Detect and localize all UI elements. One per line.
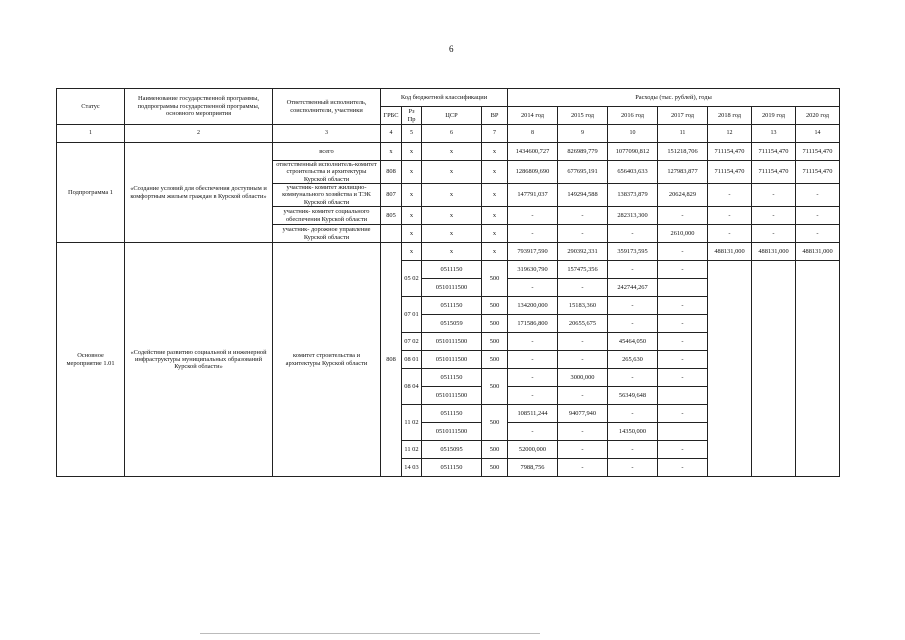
amount-cell: - xyxy=(558,387,608,405)
amount-cell: - xyxy=(608,315,658,333)
csr-cell: х xyxy=(422,225,482,243)
vr-cell: х xyxy=(482,243,508,261)
amount-cell: 488131,000 xyxy=(752,243,796,261)
csr-cell: х xyxy=(422,243,482,261)
amount-cell: - xyxy=(796,184,840,207)
csr-cell: 0510111500 xyxy=(422,387,482,405)
vr-cell: 500 xyxy=(482,297,508,315)
amount-cell: 94077,940 xyxy=(558,405,608,423)
amount-cell: - xyxy=(796,207,840,225)
header-year: 2019 год xyxy=(752,107,796,125)
main-event-name: «Содействие развитию социальной и инженерной инфраструктуры муниципальных образований Курской области» xyxy=(125,243,273,477)
amount-cell: - xyxy=(508,387,558,405)
header-csr: ЦСР xyxy=(422,107,482,125)
rzpr-cell: х xyxy=(402,207,422,225)
column-number: 6 xyxy=(422,125,482,143)
executor-cell: участник- комитет социального обеспечения Курской области xyxy=(273,207,381,225)
executor-cell: участник- комитет жилищно-коммунального хозяйства и ТЭК Курской области xyxy=(273,184,381,207)
rzpr-cell: х xyxy=(402,225,422,243)
amount-cell: 147791,037 xyxy=(508,184,558,207)
amount-cell: 127983,877 xyxy=(658,161,708,184)
amount-cell: - xyxy=(608,297,658,315)
amount-cell: 359173,595 xyxy=(608,243,658,261)
column-number: 5 xyxy=(402,125,422,143)
amount-cell: - xyxy=(658,243,708,261)
header-year: 2018 год xyxy=(708,107,752,125)
amount-cell: 108511,244 xyxy=(508,405,558,423)
column-number: 8 xyxy=(508,125,558,143)
amount-cell: - xyxy=(558,207,608,225)
rzpr-cell: 08 04 xyxy=(402,369,422,405)
rzpr-cell: х xyxy=(402,243,422,261)
subprogram-name: «Создание условий для обеспечения доступным и комфортным жильем граждан в Курской области» xyxy=(125,143,273,243)
amount-cell: - xyxy=(658,333,708,351)
amount-cell: 7988,756 xyxy=(508,459,558,477)
amount-cell: - xyxy=(608,261,658,279)
header-year: 2016 год xyxy=(608,107,658,125)
csr-cell: 0511150 xyxy=(422,369,482,387)
amount-cell: 151218,706 xyxy=(658,143,708,161)
amount-cell: 134200,000 xyxy=(508,297,558,315)
amount-cell: - xyxy=(608,459,658,477)
amount-cell: - xyxy=(796,225,840,243)
amount-cell: 290392,331 xyxy=(558,243,608,261)
amount-cell: - xyxy=(752,207,796,225)
amount-cell: - xyxy=(558,351,608,369)
main-event-grbs: 808 xyxy=(381,243,402,477)
rzpr-cell: 11 02 xyxy=(402,405,422,441)
header-expenses: Расходы (тыс. рублей), годы xyxy=(508,89,840,107)
amount-cell: - xyxy=(658,261,708,279)
amount-cell: - xyxy=(558,279,608,297)
vr-cell: х xyxy=(482,184,508,207)
amount-cell: 138373,879 xyxy=(608,184,658,207)
rzpr-cell: х xyxy=(402,161,422,184)
rzpr-cell: х xyxy=(402,143,422,161)
column-number: 12 xyxy=(708,125,752,143)
column-number: 1 xyxy=(57,125,125,143)
amount-cell: 3000,000 xyxy=(558,369,608,387)
amount-cell: - xyxy=(708,225,752,243)
amount-cell: - xyxy=(658,207,708,225)
executor-cell: участник- дорожное управление Курской области xyxy=(273,225,381,243)
rzpr-cell: 07 02 xyxy=(402,333,422,351)
amount-cell: 711154,470 xyxy=(752,161,796,184)
amount-cell: - xyxy=(608,369,658,387)
amount-cell: 711154,470 xyxy=(796,161,840,184)
amount-cell: 488131,000 xyxy=(708,243,752,261)
csr-cell: 0515059 xyxy=(422,315,482,333)
amount-cell: 711154,470 xyxy=(708,161,752,184)
amount-cell: - xyxy=(558,423,608,441)
vr-cell: 500 xyxy=(482,351,508,369)
amount-cell: 14350,000 xyxy=(608,423,658,441)
amount-cell: - xyxy=(658,297,708,315)
budget-table xyxy=(56,88,840,477)
amount-cell: 656403,633 xyxy=(608,161,658,184)
amount-cell: 157475,356 xyxy=(558,261,608,279)
amount-cell: - xyxy=(508,279,558,297)
amount-cell: - xyxy=(508,369,558,387)
csr-cell: 0510111500 xyxy=(422,333,482,351)
amount-cell: 319630,790 xyxy=(508,261,558,279)
page-number: 6 xyxy=(449,44,454,54)
amount-cell: - xyxy=(658,405,708,423)
amount-cell: - xyxy=(608,405,658,423)
vr-cell: 500 xyxy=(482,333,508,351)
amount-cell: - xyxy=(608,441,658,459)
main-event-total-row xyxy=(57,243,840,261)
amount-cell: 242744,267 xyxy=(608,279,658,297)
column-number: 9 xyxy=(558,125,608,143)
amount-cell: 1434600,727 xyxy=(508,143,558,161)
amount-cell: - xyxy=(608,225,658,243)
header-year: 2015 год xyxy=(558,107,608,125)
amount-cell: 20624,829 xyxy=(658,184,708,207)
amount-cell: - xyxy=(658,315,708,333)
amount-cell: - xyxy=(658,459,708,477)
column-number: 3 xyxy=(273,125,381,143)
column-number: 4 xyxy=(381,125,402,143)
vr-cell: х xyxy=(482,161,508,184)
amount-cell: 45464,050 xyxy=(608,333,658,351)
amount-cell: - xyxy=(658,369,708,387)
csr-cell: 0510111500 xyxy=(422,351,482,369)
executor-cell: всего xyxy=(273,143,381,161)
vr-cell: 500 xyxy=(482,261,508,297)
amount-cell: 793917,590 xyxy=(508,243,558,261)
csr-cell: 0515095 xyxy=(422,441,482,459)
csr-cell: х xyxy=(422,207,482,225)
column-number: 7 xyxy=(482,125,508,143)
amount-cell: - xyxy=(508,333,558,351)
empty-year-cell xyxy=(708,261,752,477)
subprogram-row xyxy=(57,143,840,161)
amount-cell: 265,630 xyxy=(608,351,658,369)
amount-cell xyxy=(658,387,708,405)
csr-cell: х xyxy=(422,184,482,207)
column-number: 2 xyxy=(125,125,273,143)
vr-cell: 500 xyxy=(482,405,508,441)
amount-cell: 20655,675 xyxy=(558,315,608,333)
vr-cell: х xyxy=(482,225,508,243)
amount-cell: - xyxy=(752,225,796,243)
header-rzpr: Рз Пр xyxy=(402,107,422,125)
amount-cell: 15183,360 xyxy=(558,297,608,315)
amount-cell: - xyxy=(558,459,608,477)
rzpr-cell: 11 02 xyxy=(402,441,422,459)
amount-cell: 171586,800 xyxy=(508,315,558,333)
vr-cell: х xyxy=(482,207,508,225)
header-row xyxy=(57,89,840,107)
main-event-executor: комитет строительства и архитектуры Курской области xyxy=(273,243,381,477)
amount-cell: - xyxy=(708,184,752,207)
scan-artifact-line xyxy=(200,633,540,634)
amount-cell xyxy=(658,279,708,297)
grbs-cell xyxy=(381,225,402,243)
amount-cell xyxy=(658,423,708,441)
amount-cell: 56349,648 xyxy=(608,387,658,405)
amount-cell: 2610,000 xyxy=(658,225,708,243)
amount-cell: 677695,191 xyxy=(558,161,608,184)
amount-cell: - xyxy=(558,333,608,351)
amount-cell: - xyxy=(752,184,796,207)
csr-cell: 0511150 xyxy=(422,405,482,423)
csr-cell: 0510111500 xyxy=(422,423,482,441)
grbs-cell: 807 xyxy=(381,184,402,207)
vr-cell: 500 xyxy=(482,315,508,333)
header-status: Статус xyxy=(57,89,125,125)
vr-cell: 500 xyxy=(482,441,508,459)
column-number: 11 xyxy=(658,125,708,143)
csr-cell: 0511150 xyxy=(422,459,482,477)
empty-year-cell xyxy=(752,261,796,477)
header-year: 2020 год xyxy=(796,107,840,125)
vr-cell: 500 xyxy=(482,369,508,405)
grbs-cell: х xyxy=(381,143,402,161)
header-executor: Ответственный исполнитель, соисполнители, участники xyxy=(273,89,381,125)
rzpr-cell: 08 01 xyxy=(402,351,422,369)
amount-cell: - xyxy=(508,207,558,225)
csr-cell: 0510111500 xyxy=(422,279,482,297)
executor-cell: ответственный исполнитель-комитет строительства и архитектуры Курской области xyxy=(273,161,381,184)
rzpr-cell: х xyxy=(402,184,422,207)
grbs-cell: 808 xyxy=(381,161,402,184)
rzpr-cell: 14 03 xyxy=(402,459,422,477)
amount-cell: - xyxy=(508,351,558,369)
column-number: 14 xyxy=(796,125,840,143)
vr-cell: 500 xyxy=(482,459,508,477)
amount-cell: 826989,779 xyxy=(558,143,608,161)
column-number-row xyxy=(57,125,840,143)
csr-cell: х xyxy=(422,143,482,161)
amount-cell: - xyxy=(508,225,558,243)
column-number: 10 xyxy=(608,125,658,143)
rzpr-cell: 07 01 xyxy=(402,297,422,333)
header-budget-code: Код бюджетной классификации xyxy=(381,89,508,107)
header-year: 2017 год xyxy=(658,107,708,125)
header-year: 2014 год xyxy=(508,107,558,125)
column-number: 13 xyxy=(752,125,796,143)
amount-cell: 1286809,690 xyxy=(508,161,558,184)
amount-cell: 149294,588 xyxy=(558,184,608,207)
csr-cell: 0511150 xyxy=(422,297,482,315)
csr-cell: 0511150 xyxy=(422,261,482,279)
amount-cell: - xyxy=(558,225,608,243)
empty-year-cell xyxy=(796,261,840,477)
amount-cell: - xyxy=(708,207,752,225)
grbs-cell: 805 xyxy=(381,207,402,225)
amount-cell: - xyxy=(508,423,558,441)
amount-cell: 282313,300 xyxy=(608,207,658,225)
amount-cell: 711154,470 xyxy=(708,143,752,161)
subprogram-status: Подпрограмма 1 xyxy=(57,143,125,243)
amount-cell: - xyxy=(558,441,608,459)
amount-cell: 711154,470 xyxy=(752,143,796,161)
vr-cell: х xyxy=(482,143,508,161)
amount-cell: 52000,000 xyxy=(508,441,558,459)
amount-cell: 488131,000 xyxy=(796,243,840,261)
amount-cell: - xyxy=(658,441,708,459)
csr-cell: х xyxy=(422,161,482,184)
header-vr: ВР xyxy=(482,107,508,125)
amount-cell: - xyxy=(658,351,708,369)
main-event-status: Основное мероприятие 1.01 xyxy=(57,243,125,477)
header-name: Наименование государственной программы, подпрограммы государственной программы, основного мероприятия xyxy=(125,89,273,125)
amount-cell: 1077090,812 xyxy=(608,143,658,161)
header-grbs: ГРБС xyxy=(381,107,402,125)
rzpr-cell: 05 02 xyxy=(402,261,422,297)
amount-cell: 711154,470 xyxy=(796,143,840,161)
